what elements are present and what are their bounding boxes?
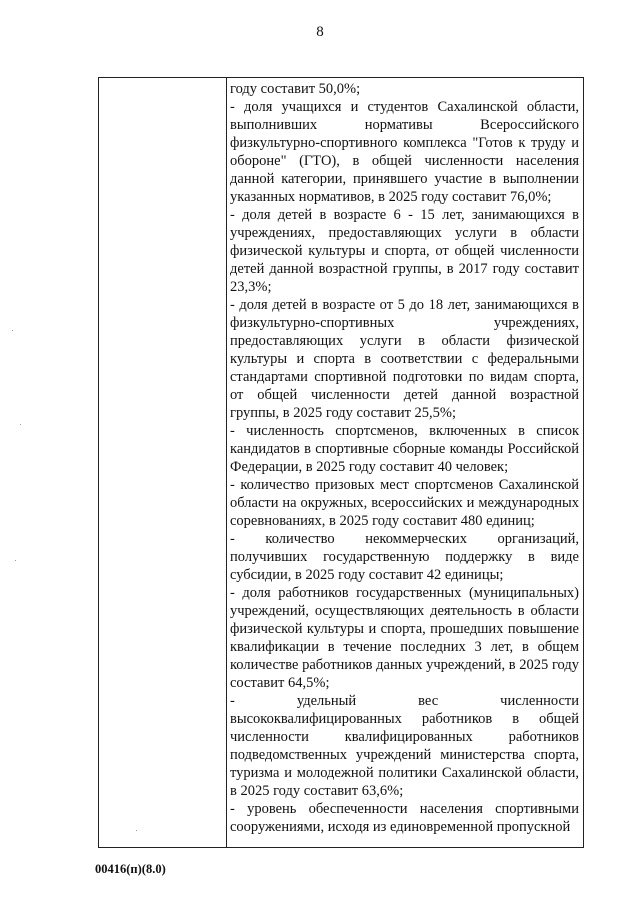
paragraph: - количество некоммерческих организаций, получивших государственную поддержку в виде субсидии, в 2025 году составит 42 единицы;: [230, 531, 579, 583]
scan-speck: [15, 560, 16, 561]
paragraph: году составит 50,0%;: [230, 81, 361, 97]
paragraph: - доля детей в возрасте 6 - 15 лет, занимающихся в учреждениях, предоставляющих услуги в области физической культуры и спорта, от общей численности детей данной возрастной группы, в 2017 году составит 23,3%;: [230, 207, 579, 295]
paragraph: - доля детей в возрасте от 5 до 18 лет, занимающихся в физкультурно-спортивных учреждениях, предоставляющих услуги в области физической культуры и спорта в соответствии с федеральными стандартами спортивной подготовки по видам спорта, от общей численности детей данной возрастной группы, в 2025 году составит 25,5%;: [230, 297, 579, 421]
scan-speck: [136, 830, 137, 831]
document-table: [98, 77, 584, 848]
page-number: 8: [316, 24, 324, 40]
table-left-cell: [99, 78, 227, 847]
scan-speck: [12, 330, 13, 331]
paragraph: - доля работников государственных (муниципальных) учреждений, осуществляющих деятельность в области физической культуры и спорта, прошедших повышение квалификации в течение последних 3 лет, в общем количестве работников данных учреждений, в 2025 году составит 64,5%;: [230, 585, 579, 691]
paragraph: - удельный вес численности высококвалифицированных работников в общей численности квалифицированных работников подведомственных учреждений министерства спорта, туризма и молодежной политики Сахалинской области, в 2025 году составит 63,6%;: [230, 693, 579, 799]
paragraph: - численность спортсменов, включенных в список кандидатов в спортивные сборные команды Российской Федерации, в 2025 году составит 40 человек;: [230, 423, 579, 475]
paragraph: - уровень обеспеченности населения спортивными сооружениями, исходя из единовременной пропускной: [230, 801, 579, 835]
paragraph: - количество призовых мест спортсменов Сахалинской области на окружных, всероссийских и международных соревнованиях, в 2025 году составит 480 единиц;: [230, 477, 579, 529]
table-right-cell: [227, 78, 583, 847]
document-code: 00416(п)(8.0): [95, 862, 166, 876]
paragraph: - доля учащихся и студентов Сахалинской области, выполнивших нормативы Всероссийского физкультурно-спортивного комплекса "Готов к труду и обороне" (ГТО), в общей численности населения данной категории, принявшего участие в выполнении указанных нормативов, в 2025 году составит 76,0%;: [230, 99, 579, 205]
scan-speck: [20, 424, 21, 425]
